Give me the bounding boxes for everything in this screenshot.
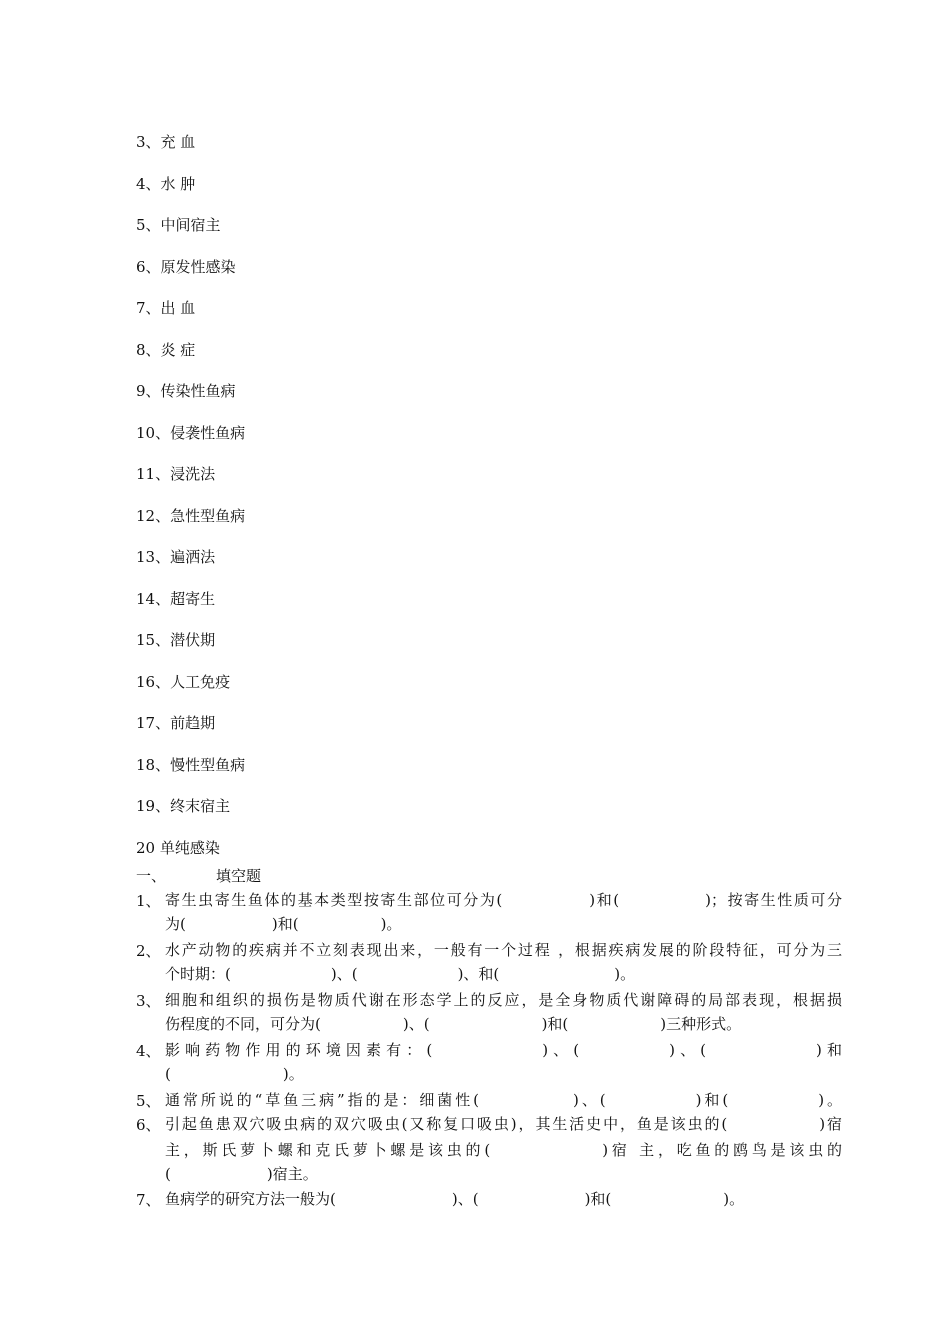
term-item: 6、原发性感染 bbox=[136, 258, 236, 276]
term-item: 7、出 血 bbox=[136, 299, 196, 317]
term-item: 3、充 血 bbox=[136, 133, 196, 151]
section-heading bbox=[136, 866, 261, 886]
term-item: 20 单纯感染 bbox=[136, 839, 220, 857]
section-title: 填空题 bbox=[216, 867, 262, 885]
term-item: 16、人工免疫 bbox=[136, 673, 231, 691]
question-line: ( )。 bbox=[165, 1065, 304, 1083]
term-item: 12、急性型鱼病 bbox=[136, 507, 246, 525]
term-item: 17、前趋期 bbox=[136, 714, 216, 732]
term-item: 15、潜伏期 bbox=[136, 631, 216, 649]
question-line: 伤程度的不同，可分为( )、( )和( )三种形式。 bbox=[165, 1015, 742, 1033]
question-line: 影响药物作用的环境因素有：( )、( )、( )和 bbox=[165, 1041, 842, 1059]
term-item: 9、传染性鱼病 bbox=[136, 382, 236, 400]
term-item: 4、水 肿 bbox=[136, 175, 196, 193]
question-line: 鱼病学的研究方法一般为( )、( )和( )。 bbox=[165, 1190, 745, 1208]
question-line: ( )宿主。 bbox=[165, 1165, 318, 1183]
question-line: 通常所说的“草鱼三病”指的是：细菌性( )、( )和( )。 bbox=[165, 1091, 842, 1109]
question-number: 3、 bbox=[136, 992, 161, 1010]
question-line: 寄生虫寄生鱼体的基本类型按寄生部位可分为( )和( )；按寄生性质可分 bbox=[165, 891, 842, 909]
question-number: 4、 bbox=[136, 1042, 161, 1060]
question-line: 水产动物的疾病并不立刻表现出来，一般有一个过程 ，根据疾病发展的阶段特征，可分为三 bbox=[165, 941, 842, 959]
section-number: 一、 bbox=[136, 867, 167, 885]
question-line: 引起鱼患双穴吸虫病的双穴吸虫(又称复口吸虫)，其生活史中，鱼是该虫的( )宿 bbox=[165, 1115, 842, 1133]
question-number: 5、 bbox=[136, 1092, 161, 1110]
term-item: 13、遍洒法 bbox=[136, 548, 216, 566]
question-line: 主，斯氏萝卜螺和克氏萝卜螺是该虫的( )宿 主，吃鱼的鸥鸟是该虫的 bbox=[165, 1141, 842, 1159]
term-item: 19、终末宿主 bbox=[136, 797, 231, 815]
term-item: 18、慢性型鱼病 bbox=[136, 756, 246, 774]
term-item: 10、侵袭性鱼病 bbox=[136, 424, 246, 442]
term-item: 14、超寄生 bbox=[136, 590, 216, 608]
question-number: 6、 bbox=[136, 1116, 161, 1134]
term-item: 8、炎 症 bbox=[136, 341, 196, 359]
question-number: 2、 bbox=[136, 942, 161, 960]
question-number: 7、 bbox=[136, 1191, 161, 1209]
term-item: 11、浸洗法 bbox=[136, 465, 216, 483]
question-number: 1、 bbox=[136, 892, 161, 910]
term-item: 5、中间宿主 bbox=[136, 216, 221, 234]
question-line: 个时期：( )、( )、和( )。 bbox=[165, 965, 636, 983]
question-line: 为( )和( )。 bbox=[165, 915, 402, 933]
question-line: 细胞和组织的损伤是物质代谢在形态学上的反应，是全身物质代谢障碍的局部表现，根据损 bbox=[165, 991, 842, 1009]
